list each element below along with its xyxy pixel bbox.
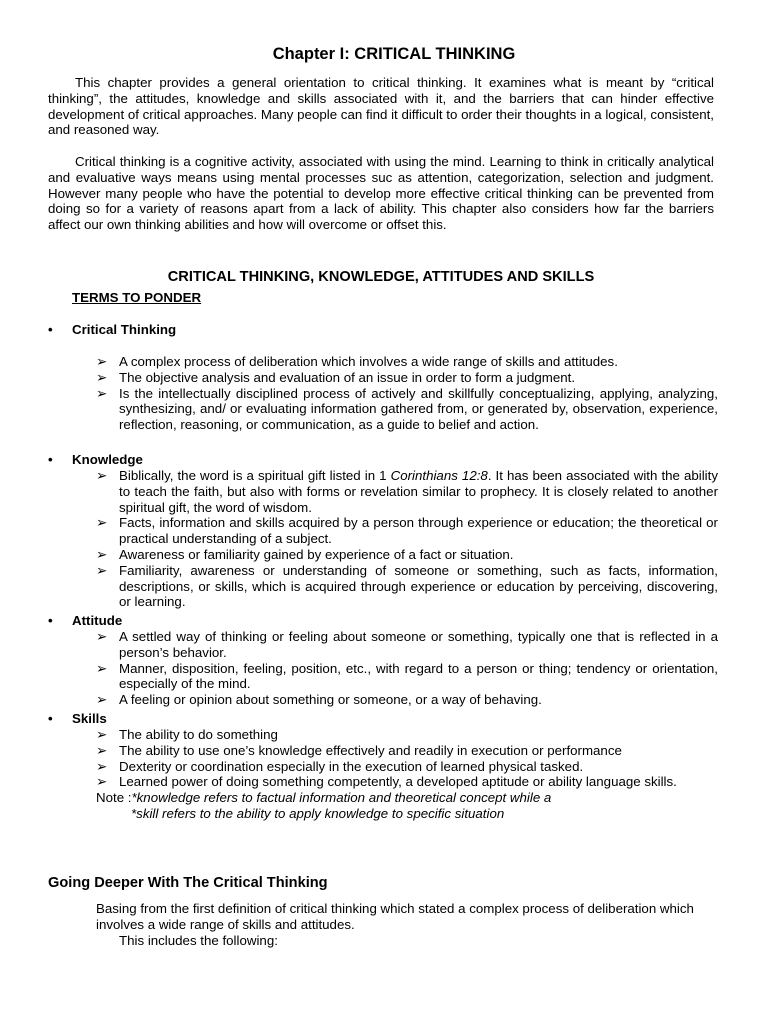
term-heading	[48, 613, 718, 629]
term-critical-thinking	[48, 322, 718, 433]
arrow-bullet-icon: ➢	[96, 515, 108, 531]
chapter-title: Chapter I: CRITICAL THINKING	[272, 45, 516, 63]
scripture-reference: Corinthians 12:8	[390, 468, 488, 483]
arrow-bullet-icon: ➢	[96, 660, 108, 676]
arrow-bullet-icon: ➢	[96, 369, 108, 385]
intro-paragraph-1: This chapter provides a general orientation to critical thinking. It examines what is meant by “critical thinking”, the attitudes, knowledge and skills associated with it, and the barriers that can hinder effective development of critical approaches. Many people can find it difficult to order their thoughts in a logical, consistent, and reasoned way.	[48, 75, 714, 138]
list-item: ➢ The objective analysis and evaluation of an issue in order to form a judgment.	[96, 369, 576, 385]
list-item: ➢ Manner, disposition, feeling, position, etc., with regard to a person or thing; tendency or orientation, especially of the mind.	[96, 660, 718, 692]
list-item: ➢ The ability to use one’s knowledge effectively and readily in execution or performance	[96, 742, 622, 758]
arrow-bullet-icon: ➢	[96, 758, 108, 774]
term-heading	[48, 711, 718, 727]
arrow-bullet-icon: ➢	[96, 774, 108, 790]
arrow-bullet-icon: ➢	[96, 692, 108, 708]
list-item: ➢ Learned power of doing something competently, a developed aptitude or ability language skills.	[96, 774, 677, 790]
definition-list	[48, 629, 718, 708]
bullet-icon: •	[48, 711, 53, 726]
definition-list	[48, 727, 718, 790]
arrow-bullet-icon: ➢	[96, 629, 108, 644]
list-item: ➢ Is the intellectually disciplined process of actively and skillfully conceptualizing, applying, analyzing, synthesizing, and/ or evaluating information gathered from, or generated by, observation, experience, reflection, reasoning, or communication, as a guide to belief and action.	[96, 385, 718, 433]
arrow-bullet-icon: ➢	[96, 546, 108, 562]
list-item: ➢ A feeling or opinion about something or someone, or a way of behaving.	[96, 692, 542, 708]
terms-heading: TERMS TO PONDER	[72, 290, 202, 305]
bullet-icon: •	[48, 613, 53, 628]
list-item: ➢ Dexterity or coordination especially in the execution of learned physical tasked.	[96, 758, 584, 774]
term-label: Attitude	[72, 613, 123, 628]
list-item: ➢ A complex process of deliberation which involves a wide range of skills and attitudes.	[96, 354, 618, 369]
arrow-bullet-icon: ➢	[96, 727, 108, 742]
arrow-bullet-icon: ➢	[96, 385, 108, 401]
term-heading	[48, 322, 718, 338]
list-item: ➢ The ability to do something	[96, 727, 278, 742]
list-item: ➢ A settled way of thinking or feeling about someone or something, typically one that is reflected in a person’s behavior.	[96, 629, 718, 660]
deeper-heading: Going Deeper With The Critical Thinking	[48, 875, 328, 891]
deeper-text: Basing from the first definition of critical thinking which stated a complex process of deliberation which involves a wide range of skills and attitudes.	[96, 901, 694, 932]
deeper-line: This includes the following:	[119, 932, 278, 948]
term-attitude	[48, 613, 718, 708]
section-heading: CRITICAL THINKING, KNOWLEDGE, ATTITUDES AND SKILLS	[167, 269, 595, 285]
deeper-paragraph	[96, 901, 714, 948]
list-item: ➢ Facts, information and skills acquired by a person through experience or education; the theoretical or practical understanding of a subject.	[96, 515, 718, 547]
bullet-icon: •	[48, 452, 53, 467]
definition-list	[48, 354, 718, 433]
term-skills	[48, 711, 718, 822]
bullet-icon: •	[48, 322, 53, 337]
arrow-bullet-icon: ➢	[96, 354, 108, 369]
arrow-bullet-icon: ➢	[96, 742, 108, 758]
list-item: ➢ Familiarity, awareness or understanding of someone or something, such as facts, information, descriptions, or skills, which is acquired through experience or education by perceiving, discovering, or learning.	[96, 562, 718, 610]
term-label: Skills	[72, 711, 107, 726]
note-line-2: *skill refers to the ability to apply knowledge to specific situation	[131, 805, 505, 821]
term-knowledge	[48, 452, 718, 610]
term-heading	[48, 452, 718, 468]
list-item: ➢ Biblically, the word is a spiritual gift listed in 1 Corinthians 12:8. It has been associated with the ability to teach the faith, but also with forms or revelation similar to prophecy. It is closely related to another spiritual gift, the word of wisdom.	[96, 468, 718, 515]
arrow-bullet-icon: ➢	[96, 562, 108, 578]
list-item: ➢ Awareness or familiarity gained by experience of a fact or situation.	[96, 546, 514, 562]
arrow-bullet-icon: ➢	[96, 468, 108, 483]
note-line-1: Note :*knowledge refers to factual information and theoretical concept while a	[96, 790, 552, 806]
definition-list	[48, 468, 718, 610]
term-label: Knowledge	[72, 452, 143, 467]
term-label: Critical Thinking	[72, 322, 177, 337]
intro-paragraph-2: Critical thinking is a cognitive activity, associated with using the mind. Learning to think in critically analytical and evaluative ways means using mental processes suc as attention, categorization, selection and judgment. However many people who have the potential to develop more effective critical thinking can be prevented from doing so for a variety of reasons apart from a lack of ability. This chapter also considers how far the barriers affect our own thinking abilities and how will overcome or offset this.	[48, 154, 714, 233]
